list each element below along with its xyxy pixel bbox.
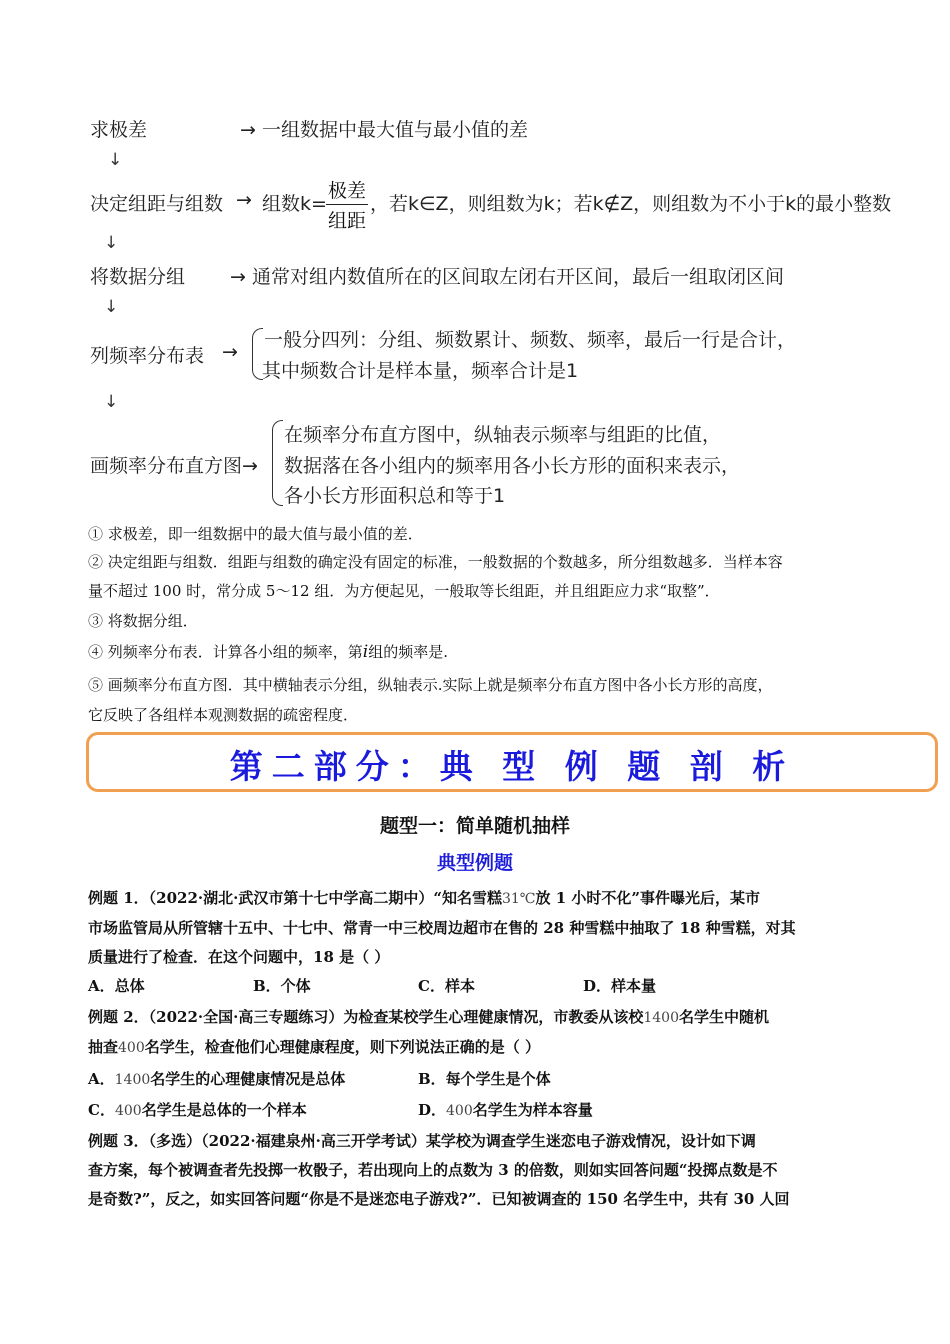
step4-line1: 一般分四列：分组、频数累计、频数、频率，最后一行是合计， [264,329,797,351]
note-5a: ⑤ 画频率分布直方图．其中横轴表示分组，纵轴表示.实际上就是频率分布直方图中各小长方形的高度， [88,676,773,694]
ex2-c-num: 400 [114,1103,142,1119]
sub-title: 典型例题 [436,852,513,874]
step3-desc: → 通常对组内数值所在的区间取左闭右开区间，最后一组取闭区间 [230,266,784,288]
note-4 [88,637,448,667]
fraction-denominator: 组距 [327,210,366,232]
step2-label: 决定组距与组数 [90,193,224,215]
ex2-line2b: 名学生，检查他们心理健康程度，则下列说法正确的是（ ） [144,1038,540,1056]
ex2-c-text: 名学生是总体的一个样本 [141,1101,307,1119]
ex1-line1b: 放 1 小时不化”事件曝光后，某市 [535,889,760,907]
note-3: ③ 将数据分组． [88,612,198,630]
ex2-option-b: B．每个学生是个体 [418,1070,551,1088]
ex2-line1 [88,1006,769,1027]
step4-label: 列频率分布表 [90,345,205,367]
step1-desc: → 一组数据中最大值与最小值的差 [240,119,528,141]
range-over-width-fraction [326,176,368,233]
ex1-option-d: D．样本量 [583,977,657,995]
note-2a: ② 决定组距与组数．组距与组数的确定没有固定的标准，一般数据的个数越多，所分组数越多．当样本容 [88,553,783,571]
fraction-bar [326,204,368,205]
step4-arrow: → [222,341,238,363]
ex3-line1: 例题 3．（多选）（2022·福建泉州·高三开学考试）某学校为调查学生迷恋电子游戏情况，设计如下调 [88,1132,756,1150]
ex3-line2: 查方案，每个被调查者先投掷一枚骰子，若出现向上的点数为 3 的倍数，则如实回答问题“投掷点数是不 [88,1161,778,1179]
note-4-i: i [362,642,369,662]
ex2-d-num: 400 [446,1103,473,1119]
ex2-a-text: 名学生的心理健康情况是总体 [150,1070,346,1088]
step2-suffix: ，若k∈Z，则组数为k；若k∉Z，则组数为不小于k的最小整数 [370,193,892,215]
step2-arrow: → [236,189,252,211]
banner-title: 第二部分：典 型 例 题 剖 析 [229,747,795,786]
section-title: 题型一：简单随机抽样 [379,815,570,837]
down-arrow-icon: ↓ [104,392,119,412]
ex1-line1 [88,887,760,908]
ex1-line3: 质量进行了检查．在这个问题中，18 是（ ） [88,948,390,966]
note-1: ① 求极差，即一组数据中的最大值与最小值的差． [88,525,423,543]
ex1-option-b: B．个体 [253,977,311,995]
step5-line3: 各小长方形面积总和等于1 [284,485,506,507]
note-5b: 它反映了各组样本观测数据的疏密程度． [88,706,359,724]
fraction-numerator: 极差 [327,180,366,202]
ex2-option-a [88,1068,345,1089]
ex2-line2a: 抽查 [88,1038,119,1056]
ex2-option-c [88,1099,307,1120]
ex2-a-num: 1400 [114,1072,151,1088]
ex2-line1a: 例题 2．（2022·全国·高三专题练习）为检查某校学生心理健康情况，市教委从该校 [88,1008,644,1026]
down-arrow-icon: ↓ [104,297,119,317]
step3-label: 将数据分组 [90,266,186,288]
left-brace-icon [272,420,283,506]
ex3-line3: 是奇数?”，反之，如实回答问题“你是不是迷恋电子游戏?”．已知被调查的 150 名学生中，共有 30 人回 [88,1190,790,1208]
ex2-d-text: 名学生为样本容量 [472,1101,593,1119]
ex1-option-c: C．样本 [418,977,475,995]
ex2-a-prefix: A． [88,1070,115,1088]
note-4-part1: ④ 列频率分布表．计算各小组的频率，第 [88,643,363,661]
note-4-part2: 组的频率是. [368,643,448,661]
ex1-line2: 市场监管局从所管辖十五中、十七中、常青一中三校周边超市在售的 28 种雪糕中抽取了 18 种雪糕，对其 [88,919,796,937]
section-banner [86,732,938,792]
ex2-d-prefix: D． [418,1101,447,1119]
ex2-num-400: 400 [118,1040,145,1056]
ex2-option-d [418,1099,593,1120]
step5-label: 画频率分布直方图→ [90,455,258,477]
down-arrow-icon: ↓ [108,150,123,170]
ex2-line1b: 名学生中随机 [679,1008,770,1026]
down-arrow-icon: ↓ [104,233,119,253]
step4-line2: 其中频数合计是样本量，频率合计是1 [262,360,579,382]
step5-line1: 在频率分布直方图中，纵轴表示频率与组距的比值， [284,424,722,446]
ex1-temp: 31℃ [501,891,536,907]
note-2b: 量不超过 100 时，常分成 5～12 组．为方便起见，一般取等长组距，并且组距应力求“取整”． [88,582,720,600]
step2-prefix: 组数k= [262,193,327,215]
ex2-line2 [88,1036,540,1057]
step1-label: 求极差 [90,119,148,141]
ex2-c-prefix: C． [88,1101,115,1119]
ex2-num-1400: 1400 [643,1010,679,1026]
ex1-option-a: A．总体 [88,977,145,995]
step5-line2: 数据落在各小组内的频率用各小长方形的面积来表示， [284,455,741,477]
ex1-line1a: 例题 1．（2022·湖北·武汉市第十七中学高二期中）“知名雪糕 [88,889,502,907]
